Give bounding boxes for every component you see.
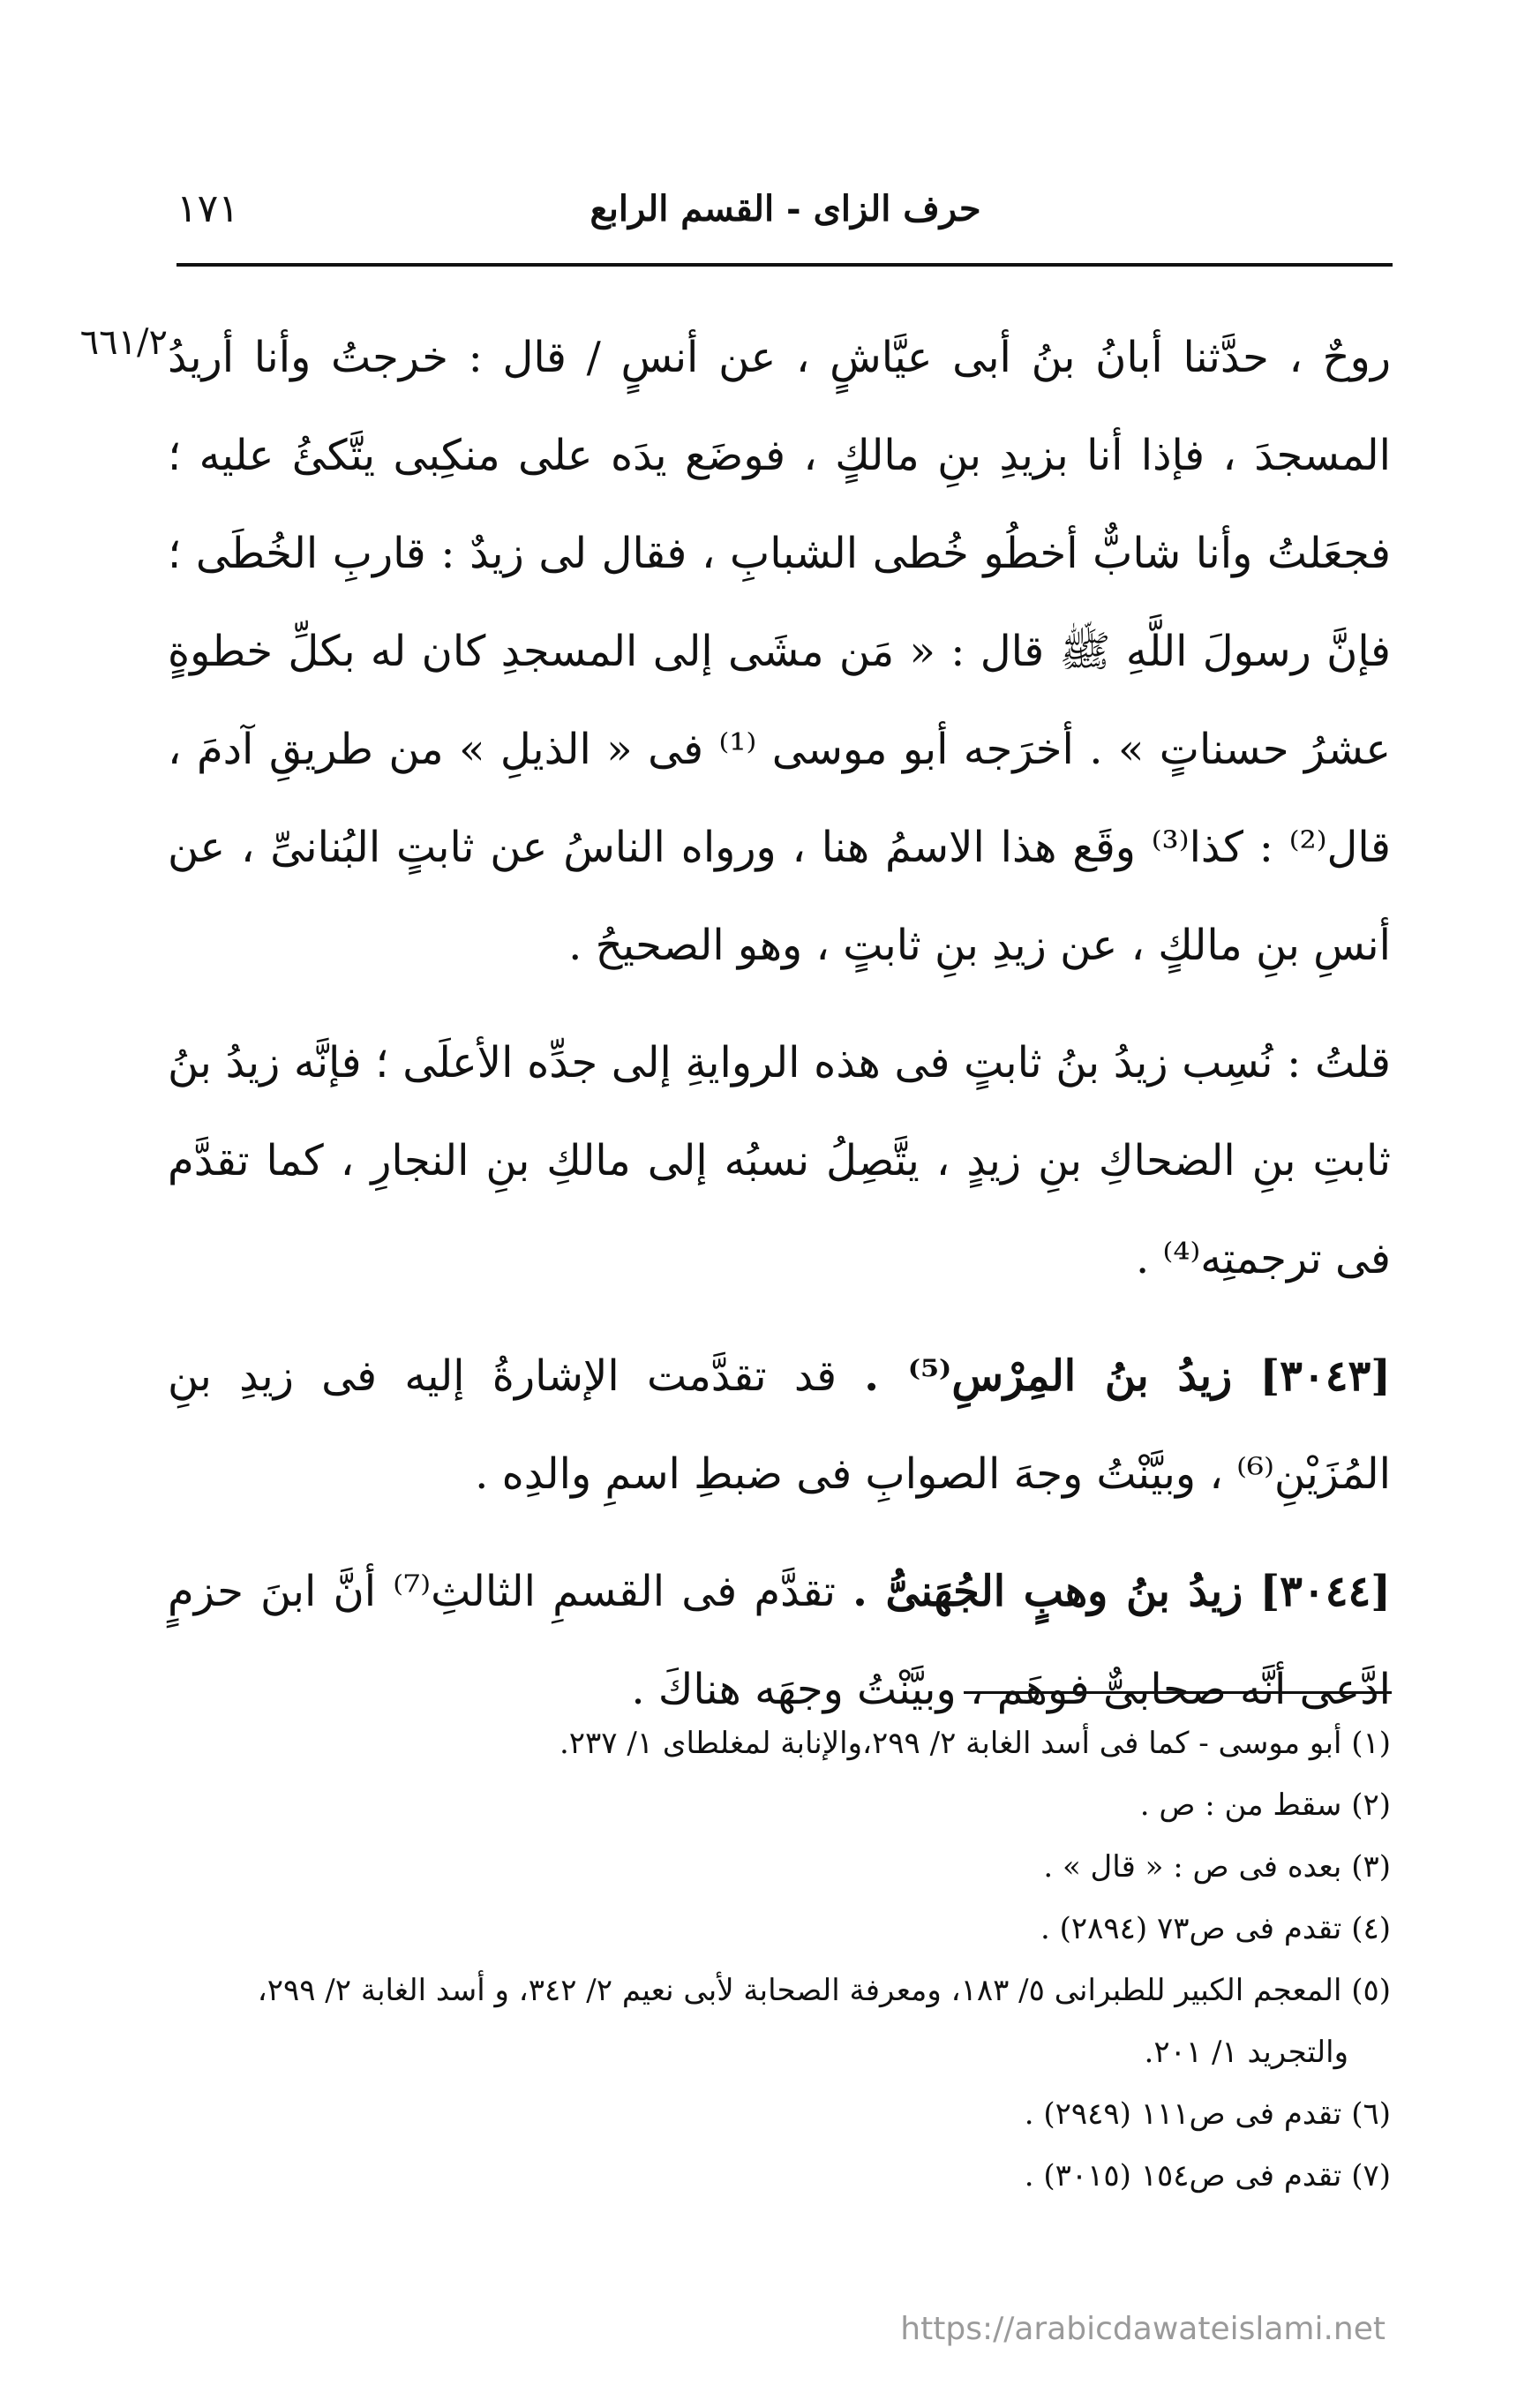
footnote: (٣) بعده فى ص : « قال » . [1043,1849,1391,1885]
paragraph: قلتُ : نُسِب زيدُ بنُ ثابتٍ فى هذه الروايةِ إلى جدِّه الأعلَى ؛ فإنَّه زيدُ بنُ ثابتِ بنِ الضحاكِ بنِ زيدٍ ، يتَّصِلُ نسبُه إلى مالكِ بنِ النجارِ ، كما تقدَّم فى ترجمتِه⁽⁴⁾ . [168,1038,1391,1283]
margin-volume-page-ref: ٦٦١/٢ [79,322,168,363]
entry-number: [٣٠٤٤] [1259,1567,1391,1616]
footnote: (٥) المعجم الكبير للطبرانى ٥/ ١٨٣، ومعرفة الصحابة لأبى نعيم ٢/ ٣٤٢، و أسد الغابة ٢/ ٢٩٩، [257,1973,1391,2008]
page-header [176,181,1394,252]
footnotes [168,1712,1391,2207]
header-rule [176,263,1393,267]
footnote-rule [964,1691,1392,1694]
entry-3044 [168,1543,1391,1739]
entry-name: زيدُ بنُ المِرْسِ⁽⁵⁾ . [864,1351,1233,1401]
entry-number: [٣٠٤٣] [1259,1351,1391,1401]
footnote: (١) أبو موسى - كما فى أسد الغابة ٢/ ٢٩٩،والإنابة لمغلطاى ١/ ٢٣٧. [559,1726,1391,1761]
paragraph: روحٌ ، حدَّثنا أبانُ بنُ أبى عيَّاشٍ ، عن أنسٍ / قال : خرجتُ وأنا أريدُ المسجدَ ، فإذا أنا بزيدِ بنِ مالكٍ ، فوضَع يدَه على منكِبى يتَّكئُ عليه ؛ فجعَلتُ وأنا شابٌّ أخطُو خُطى الشبابِ ، فقال لى زيدٌ : قاربِ الخُطَى ؛ فإنَّ رسولَ اللَّهِ ﷺ قال : « مَن مشَى إلى المسجدِ كان له بكلِّ خطوةٍ عشرُ حسناتٍ » . أخرَجه أبو موسى ⁽¹⁾ فى « الذيلِ » من طريقِ آدمَ ، قال⁽²⁾ : كذا⁽³⁾ وقَع هذا الاسمُ هنا ، ورواه الناسُ عن ثابتٍ البُنانىِّ ، عن أنسِ بنِ مالكٍ ، عن زيدِ بنِ ثابتٍ ، وهو الصحيحُ . [168,333,1392,970]
running-title: حرف الزاى - القسم الرابع [590,188,981,230]
entry-name: زيدُ بنُ وهبٍ الجُهَنىُّ . [852,1567,1243,1616]
footnote: (٤) تقدم فى ص٧٣ (٢٨٩٤) . [1040,1911,1391,1946]
footnote-continuation: والتجريد ١/ ٢٠١. [1144,2035,1348,2070]
footnote: (٧) تقدم فى ص١٥٤ (٣٠١٥) . [1024,2158,1391,2194]
watermark-url: https://arabicdawateislami.net [900,2311,1386,2347]
page-number: ١٧١ [176,186,239,231]
entry-3043 [168,1328,1391,1524]
footnote: (٦) تقدم فى ص١١١ (٢٩٤٩) . [1024,2096,1391,2132]
entry-text: قد تقدَّمت الإشارةُ إليه فى زيدِ بنِ المُزَيْنِ⁽⁶⁾ ، وبيَّنْتُ وجهَ الصوابِ فى ضبطِ اسمِ والدِه . [168,1351,1391,1499]
entry-text: تقدَّم فى القسمِ الثالثِ⁽⁷⁾ أنَّ ابنَ حزمٍ ادَّعى أنَّه صحابىٌّ فوهَم ، وبيَّنْتُ وجهَه هناكَ . [168,1567,1391,1714]
main-text [168,309,1391,1739]
footnote: (٢) سقط من : ص . [1139,1787,1391,1823]
